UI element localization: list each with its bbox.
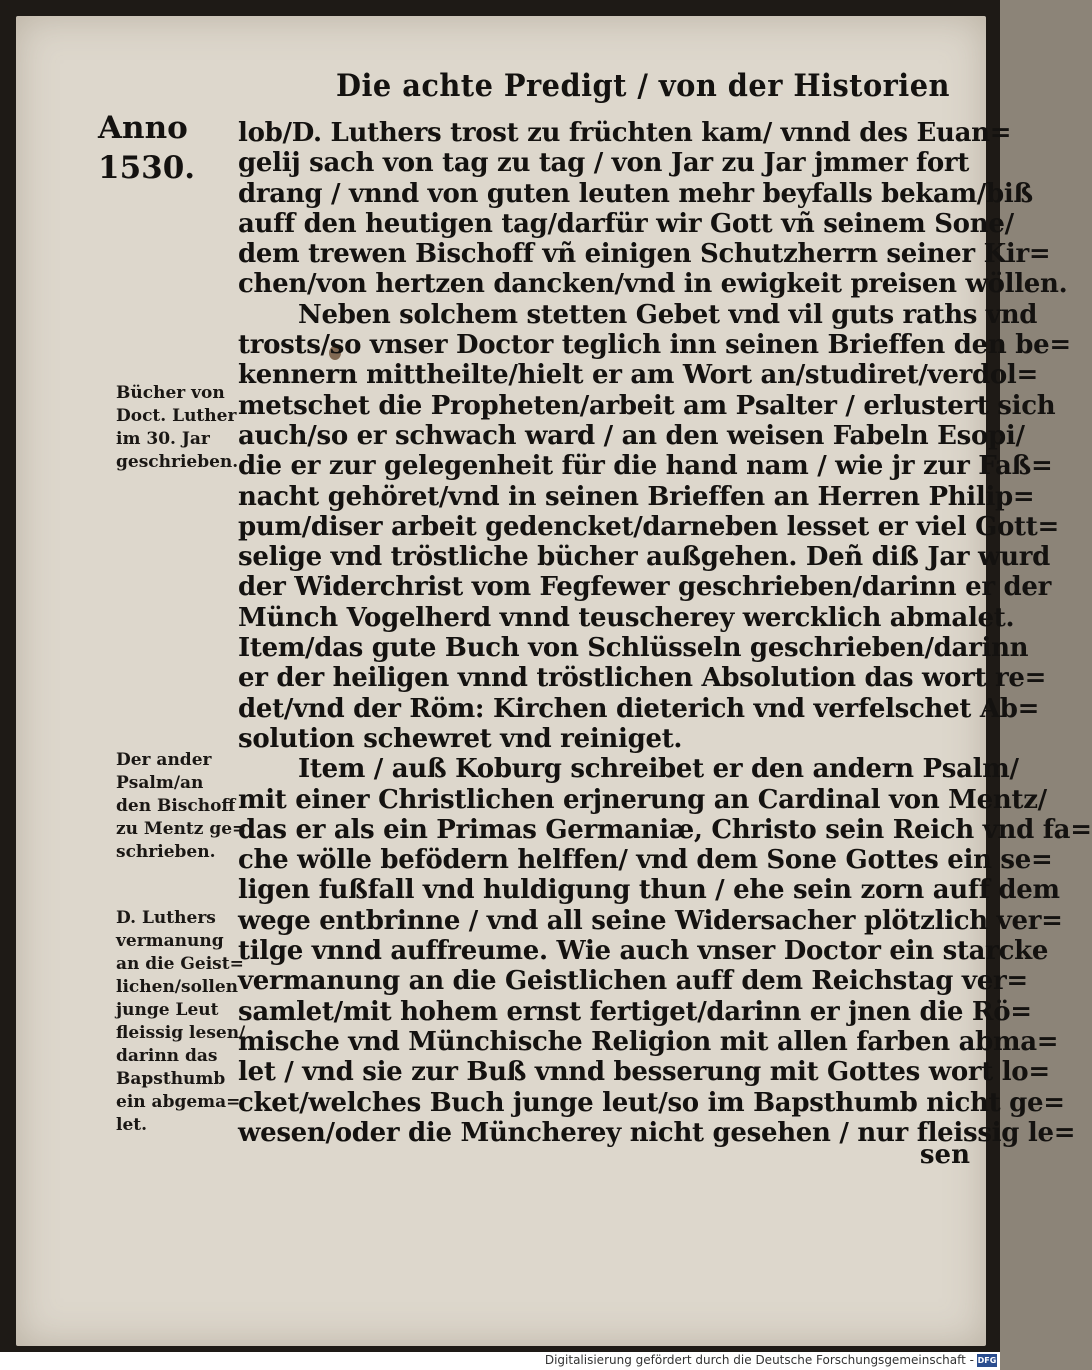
- margin-note-line: let.: [116, 1115, 148, 1135]
- body-line: mit einer Christlichen erjnerung an Cardinal von Mentz/: [238, 784, 1047, 815]
- body-line: tilge vnnd auffreume. Wie auch vnser Doctor ein starcke: [238, 936, 1049, 967]
- body-line: nacht gehöret/vnd in seinen Brieffen an Herren Philip=: [238, 481, 1035, 512]
- margin-note-line: Der ander: [116, 750, 212, 770]
- body-line: auch/so er schwach ward / an den weisen Fabeln Esopi/: [238, 420, 1025, 451]
- margin-note-line: junge Leut: [116, 1000, 219, 1020]
- body-line: selige vnd tröstliche bücher außgehen. Deñ diß Jar wurd: [238, 542, 1050, 573]
- body-line: kennern mittheilte/hielt er am Wort an/studiret/verdol=: [238, 360, 1038, 391]
- margin-note-line: Psalm/an: [116, 773, 204, 793]
- footer-credit: Digitalisierung gefördert durch die Deutsche Forschungsgemeinschaft -: [544, 1353, 974, 1367]
- body-line: che wölle befödern helffen/ vnd dem Sone Gottes ein se=: [238, 845, 1053, 876]
- body-line: gelij sach von tag zu tag / von Jar zu Jar jmmer fort: [238, 148, 970, 179]
- margin-note-line: zu Mentz ge=: [116, 819, 247, 839]
- body-line: Münch Vogelherd vnnd teuscherey wercklich abmalet.: [238, 602, 1015, 633]
- body-line: lob/D. Luthers trost zu früchten kam/ vnnd des Euan=: [238, 118, 1012, 148]
- body-line: Item / auß Koburg schreibet er den andern Psalm/: [298, 754, 1019, 785]
- body-line: chen/von hertzen dancken/vnd in ewigkeit preisen wöllen.: [238, 269, 1068, 300]
- margin-year-line: Anno: [98, 110, 188, 146]
- body-line: dem trewen Bischoff vñ einigen Schutzherrn seiner Kir=: [238, 239, 1051, 270]
- body-line: die er zur gelegenheit für die hand nam / wie jr zur Faß=: [238, 451, 1053, 482]
- margin-note-line: ein abgema=: [116, 1092, 241, 1112]
- margin-note-line: Doct. Luther: [116, 406, 237, 426]
- margin-note-line: darinn das: [116, 1046, 218, 1066]
- margin-note-vermanung: [116, 907, 245, 1137]
- body-line: mische vnd Münchische Religion mit allen farben abma=: [238, 1026, 1059, 1057]
- body-line: solution schewret vnd reiniget.: [238, 723, 683, 754]
- body-line: samlet/mit hohem ernst fertiget/darinn er jnen die Rö=: [238, 996, 1032, 1027]
- margin-note-line: im 30. Jar: [116, 429, 210, 449]
- margin-note-line: D. Luthers: [116, 908, 216, 928]
- body-line: trosts/so vnser Doctor teglich inn seinen Brieffen den be=: [238, 330, 1071, 361]
- margin-year-line: 1530.: [98, 150, 196, 186]
- margin-note-line: schrieben.: [116, 842, 216, 862]
- margin-note-psalm: [116, 749, 246, 864]
- body-line: wege entbrinne / vnd all seine Widersacher plötzlich ver=: [238, 905, 1063, 936]
- margin-note-line: Bücher von: [116, 383, 225, 403]
- body-line: drang / vnnd von guten leuten mehr beyfalls bekam/biß: [238, 178, 1033, 209]
- margin-note-line: an die Geist=: [116, 954, 244, 974]
- body-line: auff den heutigen tag/darfür wir Gott vñ seinem Sone/: [238, 208, 1014, 239]
- body-line: let / vnd sie zur Buß vnnd besserung mit Gottes wort lo=: [238, 1057, 1050, 1088]
- body-line: er der heiligen vnnd tröstlichen Absolution das wort re=: [238, 663, 1047, 694]
- margin-note-line: Bapsthumb: [116, 1069, 226, 1089]
- body-line: metschet die Propheten/arbeit am Psalter / erlustert sich: [238, 390, 1056, 421]
- margin-year: [98, 108, 195, 188]
- body-text: [238, 118, 1092, 1148]
- footer-bar: [0, 1352, 1000, 1370]
- body-line: vermanung an die Geistlichen auff dem Reichstag ver=: [238, 966, 1028, 997]
- margin-note-line: geschrieben.: [116, 452, 239, 472]
- body-line: cket/welches Buch junge leut/so im Bapsthumb nicht ge=: [238, 1087, 1065, 1118]
- margin-note-line: den Bischoff: [116, 796, 236, 816]
- catchword: sen: [919, 1140, 970, 1170]
- body-line: Item/das gute Buch von Schlüsseln geschrieben/darinn: [238, 633, 1029, 664]
- margin-note-books: [116, 382, 238, 474]
- margin-note-line: vermanung: [116, 931, 224, 951]
- body-line: Neben solchem stetten Gebet vnd vil guts raths vnd: [298, 299, 1038, 330]
- body-line: pum/diser arbeit gedencket/darneben lesset er viel Gott=: [238, 511, 1059, 542]
- running-head: Die achte Predigt / von der Historien: [336, 68, 950, 104]
- body-line: wesen/oder die Müncherey nicht gesehen / nur fleissig le=: [238, 1117, 1076, 1148]
- body-line: das er als ein Primas Germaniæ, Christo sein Reich vnd fa=: [238, 814, 1092, 845]
- margin-note-line: fleissig lesen/: [116, 1023, 246, 1043]
- dfg-logo: DFG: [977, 1356, 997, 1365]
- body-line: det/vnd der Röm: Kirchen dieterich vnd verfelschet Ab=: [238, 693, 1040, 724]
- body-line: ligen fußfall vnd huldigung thun / ehe sein zorn auff dem: [238, 875, 1060, 906]
- margin-note-line: lichen/sollen: [116, 977, 239, 997]
- body-line: der Widerchrist vom Fegfewer geschrieben/darinn er der: [238, 572, 1051, 603]
